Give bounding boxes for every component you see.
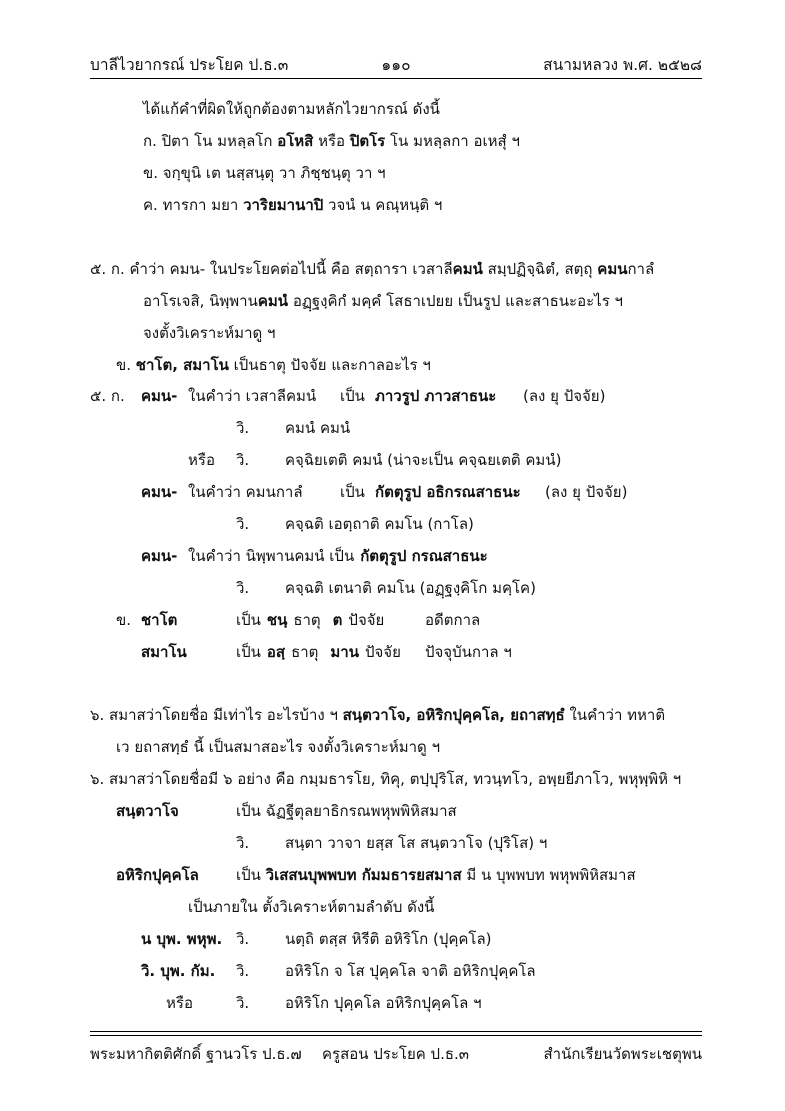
q5-l4-bold: ชาโต, สมาโน: [135, 356, 229, 374]
a6-s5-vi: วิ.: [236, 930, 250, 948]
q5-l4-text: ข.: [116, 356, 136, 374]
a6-s3-desc: [236, 864, 636, 886]
a5-r5-analysis: คจฺฉติ เอตฺถาติ คมโน (กาโล): [285, 515, 474, 533]
a5-r1-term: คมน-: [141, 387, 178, 405]
a5-num: ๕. ก.: [90, 387, 125, 405]
q5-l1-bold2: คมน: [597, 260, 628, 278]
a6-s1-term: สนฺตวาโจ: [116, 802, 179, 820]
q6-l1-bold: สนฺตวาโจ, อหิริกปุคฺคโล, ยถาสทฺธํ: [342, 706, 565, 724]
s1-a-mid: หรือ: [313, 132, 350, 150]
q5-l2-bold: คมนํ: [257, 292, 289, 310]
a5-r8-num: ข.: [116, 611, 132, 629]
q5-l1-text2: สมฺปฏิจฺฉิตํ, สตฺถุ: [482, 260, 598, 278]
q5-l4-text2: เป็นธาตุ ปัจจัย และกาลอะไร ฯ: [228, 356, 431, 374]
a6-s1-desc: เป็น ฉัฏฐีตุลยาธิกรณพหุพพิหิสมาส: [236, 802, 457, 820]
a5-r3-or: หรือ: [188, 451, 215, 469]
a5-r1-word: ในคำว่า เวสาลีคมนํ: [188, 387, 317, 405]
q5-l1-text: ๕. ก. คำว่า คมน- ในประโยคต่อไปนี้ คือ สตฺถารา เวสาลี: [90, 260, 453, 278]
a5-r9-tense: ปัจจุบันกาล ฯ: [425, 643, 512, 661]
footer-rule-bottom: [90, 1035, 702, 1036]
a5-r9-detail: [236, 641, 401, 663]
header-book-title: บาลีไวยากรณ์ ประโยค ป.ธ.๓: [90, 56, 289, 74]
page-header: [90, 52, 702, 76]
footer-role: ครูสอน ประโยค ป.ธ.๓: [322, 1045, 470, 1063]
a6-s6-analysis: อหิริโก จ โส ปุคฺคโล จาติ อหิริกปุคฺคโล: [285, 962, 536, 980]
footer-rule-top: [90, 1031, 702, 1032]
a5-r8-tense: อดีตกาล: [425, 611, 481, 629]
a5-r8-suffix-label: ปัจจัย: [348, 611, 385, 629]
s1-a-text: ก. ปิตา โน มหลฺลโก: [143, 132, 278, 150]
a6-s7-or: หรือ: [166, 994, 193, 1012]
page-footer: [90, 1042, 702, 1066]
a5-r6-term: คมน-: [141, 547, 178, 565]
a5-r9-term: สมาโน: [141, 643, 187, 661]
header-rule: [90, 78, 702, 79]
a5-r6-text: ในคำว่า นิพฺพานคมนํ เป็น: [188, 547, 355, 565]
s1-intro: ได้แก้คำที่ผิดให้ถูกต้องตามหลักไวยากรณ์ ดังนี้: [143, 100, 440, 118]
a5-r2-vi: วิ.: [236, 419, 250, 437]
q6-l1-text: ๖. สมาสว่าโดยชื่อ มีเท่าไร อะไรบ้าง ฯ: [90, 706, 343, 724]
a6-s6-vi: วิ.: [236, 962, 250, 980]
a5-r4-term: คมน-: [141, 483, 178, 501]
a5-r4-word: ในคำว่า คมนกาลํ: [188, 483, 303, 501]
a5-r4-is: เป็น: [340, 483, 365, 501]
a6-s3-rest: มี น บุพพบท พหุพพิหิสมาส: [461, 866, 636, 884]
a5-r9-is: เป็น: [236, 643, 261, 661]
s1-item-b: ข. จกฺขุนิ เต นสฺสนฺตุ วา ภิชฺชนฺตุ วา ฯ: [143, 164, 386, 182]
footer-institution: สำนักเรียนวัดพระเชตุพน: [543, 1045, 702, 1063]
a5-r9-root: อสฺ: [266, 643, 286, 661]
a5-r8-detail: [236, 609, 384, 631]
a5-r4-suffix: (ลง ยุ ปัจจัย): [545, 483, 628, 501]
q5-l2-text: อาโรเจสิ, นิพฺพาน: [143, 292, 258, 310]
a6-line1: ๖. สมาสว่าโดยชื่อมี ๖ อย่าง คือ กมฺมธารโย, ทิคุ, ตปฺปุริโส, ทวนฺทโว, อพฺยยีภาโว, พหุพฺพิหิ ฯ: [90, 770, 682, 788]
page-number: ๑๑๐: [381, 56, 411, 74]
s1-c-post: วจนํ น คณฺหนฺติ ฯ: [323, 196, 443, 214]
a5-r5-vi: วิ.: [236, 515, 250, 533]
s1-c-bold: วาริยมานาปิ: [243, 196, 324, 214]
a5-r8-is: เป็น: [236, 611, 261, 629]
q5-line4: [116, 354, 431, 376]
a5-r3-analysis: คจฺฉิยเตติ คมนํ (น่าจะเป็น คจฺฉยเตติ คมนํ): [285, 451, 562, 469]
q5-l2-text2: อฏฺฐงฺคิกํ มคฺคํ โสธาเปยย เป็นรูป และสาธนะอะไร ฯ: [288, 292, 623, 310]
q5-line3: จงตั้งวิเคราะห์มาดู ฯ: [143, 324, 276, 342]
s1-c-text: ค. ทารกา มยา: [143, 196, 244, 214]
a5-r9-suffix-label: ปัจจัย: [364, 643, 401, 661]
a5-r9-suffix: มาน: [330, 643, 359, 661]
q5-line1: [90, 258, 654, 280]
a6-s3-term: อหิริกปุคฺคโล: [116, 866, 199, 884]
a6-s5-analysis: นตฺถิ ตสฺส หิรีติ อหิริโก (ปุคฺคโล): [285, 930, 492, 948]
q6-l1-text2: ในคำว่า ทหาติ: [564, 706, 666, 724]
a5-r8-term: ชาโต: [141, 611, 178, 629]
footer-author: พระมหากิตติศักดิ์ ฐานวโร ป.ธ.๗: [90, 1045, 302, 1063]
header-exam-year: สนามหลวง พ.ศ. ๒๕๒๘: [543, 56, 702, 74]
q5-l1-text3: กาลํ: [627, 260, 655, 278]
q5-line2: [143, 290, 623, 312]
q5-l1-bold1: คมนํ: [452, 260, 483, 278]
a5-r8-root: ชนฺ: [266, 611, 288, 629]
q6-line1: [90, 704, 665, 726]
s1-item-c: [143, 194, 442, 216]
a5-r1-is: เป็น: [340, 387, 365, 405]
a5-r1-form: ภาวรูป ภาวสาธนะ: [375, 387, 497, 405]
a5-r8-root-label: ธาตุ: [293, 611, 321, 629]
s1-item-a: [143, 130, 520, 152]
a6-s7-vi: วิ.: [236, 994, 250, 1012]
a6-s2-vi: วิ.: [236, 834, 250, 852]
a6-s2-analysis: สนฺตา วาจา ยสฺส โส สนฺตวาโจ (ปุริโส) ฯ: [285, 834, 548, 852]
a5-r7-analysis: คจฺฉติ เตนาติ คมโน (อฏฺฐงฺคิโก มคฺโค): [285, 579, 536, 597]
a5-r8-suffix: ต: [332, 611, 343, 629]
a6-s6-label: วิ. บุพ. กัม.: [141, 962, 216, 980]
s1-a-bold1: อโหสิ: [277, 132, 314, 150]
a6-s7-analysis: อหิริโก ปุคฺคโล อหิริกปุคฺคโล ฯ: [285, 994, 482, 1012]
a5-r4-form: กัตตุรูป อธิกรณสาธนะ: [375, 483, 521, 501]
s1-a-bold2: ปิตโร: [349, 132, 386, 150]
s1-a-post: โน มหลฺลกา อเหสุํ ฯ: [385, 132, 520, 150]
a5-r3-vi: วิ.: [236, 451, 250, 469]
a6-s4: เป็นภายใน ตั้งวิเคราะห์ตามลำดับ ดังนี้: [188, 898, 435, 916]
a5-r9-root-label: ธาตุ: [291, 643, 319, 661]
a5-r1-suffix: (ลง ยุ ปัจจัย): [523, 387, 606, 405]
a5-r2-analysis: คมนํ คมนํ: [285, 419, 351, 437]
a6-s3-type: วิเสสนบุพพบท กัมมธารยสมาส: [265, 866, 462, 884]
a5-r7-vi: วิ.: [236, 579, 250, 597]
a5-r6-form: กัตตุรูป กรณสาธนะ: [360, 547, 488, 565]
a6-s3-is: เป็น: [236, 866, 266, 884]
a6-s5-label: น บุพ. พหุพ.: [141, 930, 223, 948]
q6-line2: เว ยถาสทฺธํ นี้ เป็นสมาสอะไร จงตั้งวิเคราะห์มาดู ฯ: [116, 738, 440, 756]
a5-r6-word: [188, 545, 488, 567]
